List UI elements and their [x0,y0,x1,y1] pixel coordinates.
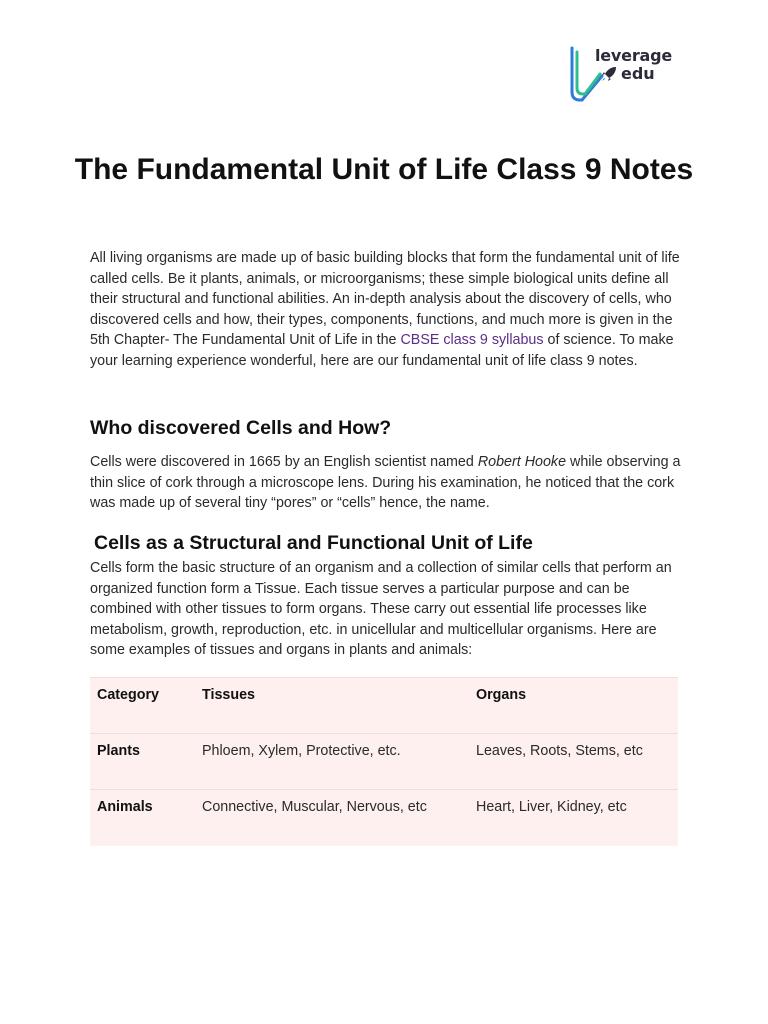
structural-unit-paragraph: Cells form the basic structure of an organism and a collection of similar cells that perform an organized function form a Tissue. Each tissue serves a particular purpose and can be combined with other tissues to form organs. These carry out essential life processes like metabolism, growth, reproduction, etc. in unicellular and multicellular organisms. Here are some examples of tissues and organs in plants and animals: [90,560,672,658]
discovery-paragraph [90,452,686,514]
header-cell-organs: Organs [469,678,678,734]
intro-text-start: All living organisms are made up of basic building blocks that form the fundamental unit of life called cells. Be it plants, animals, or microorganisms; these simple biological units define all their structural and functional abilities. An in-depth analysis about the discovery of cells, who discovered cells and how, their types, components, functions, and much more is given in the 5th Chapter- The Fundamental Unit of Life in the [90,250,680,348]
table-cell-category: Plants [90,734,195,790]
table-cell-tissues: Connective, Muscular, Nervous, etc [202,799,427,815]
tissues-organs-table [90,677,678,846]
table-row [90,734,678,790]
logo-text-leverage: leverage [595,46,673,65]
intro-text-end: of science. To make your learning experience wonderful, here are our fundamental unit of life class 9 notes. [90,332,674,369]
cbse-syllabus-link[interactable]: CBSE class 9 syllabus [400,332,544,348]
header-cell-category: Category [90,678,195,734]
table-cell-organs: Heart, Liver, Kidney, etc [476,799,627,815]
leverage-edu-logo[interactable] [568,44,680,104]
rocket-icon [600,65,618,83]
table-header-row [90,678,678,734]
table-cell-category: Animals [97,799,153,815]
section-heading-structural-unit: Cells as a Structural and Functional Unit of Life [94,532,533,554]
logo-text-edu: edu [621,64,655,83]
header-cell-tissues: Tissues [195,678,469,734]
table-row [90,790,678,846]
table-cell-tissues: Phloem, Xylem, Protective, etc. [195,734,469,790]
table-cell-organs: Leaves, Roots, Stems, etc [469,734,678,790]
section-heading-discovery: Who discovered Cells and How? [90,417,392,439]
page-title: The Fundamental Unit of Life Class 9 Notes [74,153,694,186]
discovery-text-start: Cells were discovered in 1665 by an English scientist named [90,454,478,470]
discovery-text-end: while observing a thin slice of cork through a microscope lens. During his examination, he noticed that the cork was made up of several tiny “pores” or “cells” hence, the name. [90,454,681,511]
robert-hooke-emphasis: Robert Hooke [477,454,567,470]
intro-paragraph [90,248,686,371]
